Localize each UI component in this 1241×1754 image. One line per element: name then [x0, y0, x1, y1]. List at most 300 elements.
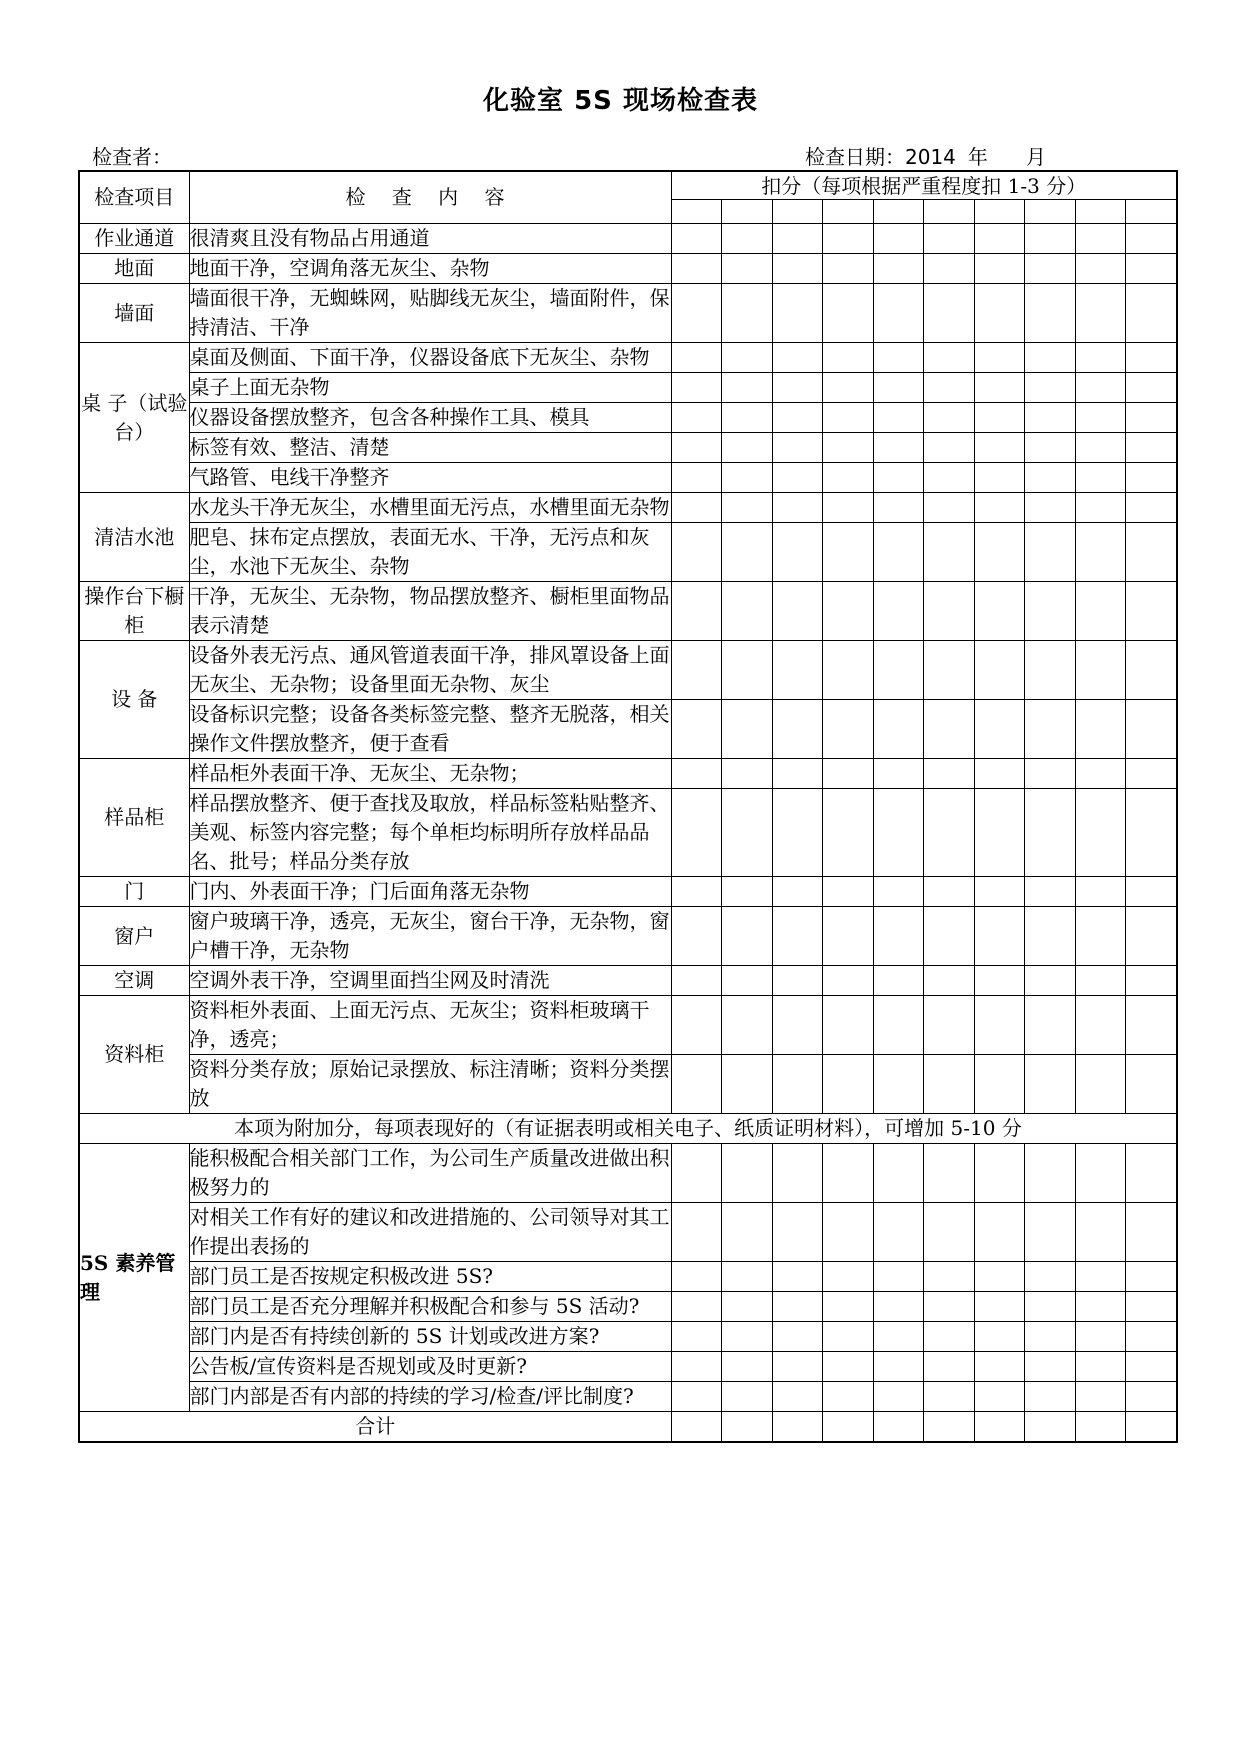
score-cell[interactable] — [873, 254, 923, 284]
score-cell[interactable] — [772, 759, 822, 789]
score-cell[interactable] — [974, 433, 1024, 463]
score-cell[interactable] — [671, 1292, 721, 1322]
score-cell[interactable] — [1125, 463, 1177, 493]
score-cell[interactable] — [1125, 1412, 1177, 1443]
score-cell[interactable] — [974, 200, 1024, 224]
score-cell[interactable] — [873, 582, 923, 641]
score-cell[interactable] — [671, 433, 721, 463]
score-cell[interactable] — [822, 1322, 873, 1352]
score-cell[interactable] — [923, 700, 974, 759]
score-cell[interactable] — [822, 403, 873, 433]
score-cell[interactable] — [923, 1412, 974, 1443]
score-cell[interactable] — [1024, 1203, 1075, 1262]
score-cell[interactable] — [721, 907, 772, 966]
score-cell[interactable] — [873, 403, 923, 433]
score-cell[interactable] — [974, 523, 1024, 582]
score-cell[interactable] — [923, 254, 974, 284]
score-cell[interactable] — [873, 1203, 923, 1262]
score-cell[interactable] — [822, 582, 873, 641]
score-cell[interactable] — [873, 966, 923, 996]
check-item-name: 墙面 — [79, 284, 189, 343]
score-cell[interactable] — [1075, 1322, 1125, 1352]
score-cell[interactable] — [923, 1352, 974, 1382]
score-cell[interactable] — [1075, 463, 1125, 493]
score-cell[interactable] — [923, 463, 974, 493]
score-cell[interactable] — [822, 373, 873, 403]
score-cell[interactable] — [1075, 1055, 1125, 1114]
score-cell[interactable] — [721, 284, 772, 343]
score-cell[interactable] — [671, 1352, 721, 1382]
score-cell[interactable] — [974, 493, 1024, 523]
score-cell[interactable] — [974, 284, 1024, 343]
score-cell[interactable] — [772, 433, 822, 463]
score-cell[interactable] — [974, 373, 1024, 403]
header-content: 检 查 内 容 — [189, 171, 671, 224]
score-cell[interactable] — [923, 789, 974, 877]
score-cell[interactable] — [721, 1203, 772, 1262]
score-cell[interactable] — [1024, 582, 1075, 641]
score-cell[interactable] — [1125, 1352, 1177, 1382]
score-cell[interactable] — [772, 284, 822, 343]
score-cell[interactable] — [721, 1144, 772, 1203]
score-cell[interactable] — [1024, 641, 1075, 700]
score-cell[interactable] — [974, 1055, 1024, 1114]
score-cell[interactable] — [822, 433, 873, 463]
score-cell[interactable] — [772, 343, 822, 373]
score-cell[interactable] — [671, 523, 721, 582]
score-cell[interactable] — [772, 966, 822, 996]
table-row — [79, 582, 1177, 641]
score-cell[interactable] — [772, 224, 822, 254]
check-content: 桌面及侧面、下面干净，仪器设备底下无灰尘、杂物 — [189, 343, 671, 373]
score-cell[interactable] — [974, 254, 1024, 284]
score-cell[interactable] — [671, 1144, 721, 1203]
score-cell[interactable] — [822, 641, 873, 700]
score-cell[interactable] — [772, 1322, 822, 1352]
score-cell[interactable] — [1075, 789, 1125, 877]
score-cell[interactable] — [772, 700, 822, 759]
score-cell[interactable] — [1024, 523, 1075, 582]
score-cell[interactable] — [1125, 433, 1177, 463]
score-cell[interactable] — [1125, 1144, 1177, 1203]
score-cell[interactable] — [671, 284, 721, 343]
score-cell[interactable] — [772, 1292, 822, 1322]
score-cell[interactable] — [1075, 1144, 1125, 1203]
score-cell[interactable] — [1125, 1382, 1177, 1412]
score-cell[interactable] — [671, 641, 721, 700]
score-cell[interactable] — [1125, 284, 1177, 343]
score-cell[interactable] — [1075, 877, 1125, 907]
score-cell[interactable] — [822, 1055, 873, 1114]
score-cell[interactable] — [923, 343, 974, 373]
score-cell[interactable] — [1125, 907, 1177, 966]
score-cell[interactable] — [822, 1352, 873, 1382]
score-cell[interactable] — [822, 1262, 873, 1292]
score-cell[interactable] — [873, 1055, 923, 1114]
score-cell[interactable] — [671, 343, 721, 373]
score-cell[interactable] — [671, 877, 721, 907]
score-cell[interactable] — [1125, 523, 1177, 582]
score-cell[interactable] — [923, 403, 974, 433]
score-cell[interactable] — [1075, 1412, 1125, 1443]
score-cell[interactable] — [1024, 1412, 1075, 1443]
score-cell[interactable] — [873, 1382, 923, 1412]
score-cell[interactable] — [1024, 200, 1075, 224]
score-cell[interactable] — [1125, 1262, 1177, 1292]
score-cell[interactable] — [822, 996, 873, 1055]
score-cell[interactable] — [974, 789, 1024, 877]
score-cell[interactable] — [721, 582, 772, 641]
score-cell[interactable] — [721, 403, 772, 433]
score-cell[interactable] — [1075, 433, 1125, 463]
score-cell[interactable] — [822, 759, 873, 789]
score-cell[interactable] — [1075, 907, 1125, 966]
score-cell[interactable] — [822, 1382, 873, 1412]
score-cell[interactable] — [923, 224, 974, 254]
score-cell[interactable] — [822, 284, 873, 343]
score-cell[interactable] — [1125, 254, 1177, 284]
score-cell[interactable] — [1125, 373, 1177, 403]
score-cell[interactable] — [873, 789, 923, 877]
score-cell[interactable] — [721, 523, 772, 582]
score-cell[interactable] — [671, 1412, 721, 1443]
score-cell[interactable] — [1024, 254, 1075, 284]
score-cell[interactable] — [1075, 700, 1125, 759]
score-cell[interactable] — [772, 523, 822, 582]
score-cell[interactable] — [822, 1144, 873, 1203]
score-cell[interactable] — [671, 224, 721, 254]
score-cell[interactable] — [1024, 907, 1075, 966]
score-cell[interactable] — [974, 1412, 1024, 1443]
score-cell[interactable] — [671, 200, 721, 224]
score-cell[interactable] — [721, 254, 772, 284]
score-cell[interactable] — [974, 463, 1024, 493]
inspection-date — [805, 141, 1046, 170]
score-cell[interactable] — [822, 1412, 873, 1443]
score-cell[interactable] — [923, 200, 974, 224]
score-cell[interactable] — [1125, 877, 1177, 907]
score-cell[interactable] — [974, 907, 1024, 966]
score-cell[interactable] — [721, 463, 772, 493]
score-cell[interactable] — [822, 907, 873, 966]
score-cell[interactable] — [822, 463, 873, 493]
score-cell[interactable] — [873, 284, 923, 343]
score-cell[interactable] — [772, 1352, 822, 1382]
score-cell[interactable] — [873, 433, 923, 463]
score-cell[interactable] — [974, 877, 1024, 907]
score-cell[interactable] — [671, 1262, 721, 1292]
score-cell[interactable] — [1075, 1382, 1125, 1412]
score-cell[interactable] — [1125, 582, 1177, 641]
score-cell[interactable] — [1024, 433, 1075, 463]
score-cell[interactable] — [721, 877, 772, 907]
score-cell[interactable] — [974, 641, 1024, 700]
score-cell[interactable] — [974, 700, 1024, 759]
score-cell[interactable] — [721, 200, 772, 224]
score-cell[interactable] — [1125, 700, 1177, 759]
score-cell[interactable] — [923, 284, 974, 343]
score-cell[interactable] — [1075, 582, 1125, 641]
score-cell[interactable] — [974, 759, 1024, 789]
score-cell[interactable] — [822, 966, 873, 996]
score-cell[interactable] — [1075, 343, 1125, 373]
score-cell[interactable] — [873, 1144, 923, 1203]
score-cell[interactable] — [974, 1352, 1024, 1382]
score-cell[interactable] — [822, 343, 873, 373]
score-cell[interactable] — [1125, 789, 1177, 877]
score-cell[interactable] — [1024, 996, 1075, 1055]
score-cell[interactable] — [1125, 641, 1177, 700]
score-cell[interactable] — [721, 759, 772, 789]
score-cell[interactable] — [1125, 493, 1177, 523]
score-cell[interactable] — [873, 200, 923, 224]
score-cell[interactable] — [1024, 284, 1075, 343]
score-cell[interactable] — [923, 641, 974, 700]
score-cell[interactable] — [772, 463, 822, 493]
score-cell[interactable] — [822, 254, 873, 284]
score-cell[interactable] — [974, 1382, 1024, 1412]
score-cell[interactable] — [1075, 493, 1125, 523]
score-cell[interactable] — [772, 907, 822, 966]
score-cell[interactable] — [772, 641, 822, 700]
score-cell[interactable] — [822, 224, 873, 254]
score-cell[interactable] — [873, 493, 923, 523]
score-cell[interactable] — [1024, 1144, 1075, 1203]
score-cell[interactable] — [1125, 996, 1177, 1055]
score-cell[interactable] — [1075, 373, 1125, 403]
score-cell[interactable] — [1125, 1055, 1177, 1114]
score-cell[interactable] — [822, 877, 873, 907]
score-cell[interactable] — [974, 966, 1024, 996]
score-cell[interactable] — [974, 582, 1024, 641]
score-cell[interactable] — [1024, 877, 1075, 907]
score-cell[interactable] — [923, 966, 974, 996]
score-cell[interactable] — [1075, 1292, 1125, 1322]
score-cell[interactable] — [1024, 403, 1075, 433]
score-cell[interactable] — [1024, 343, 1075, 373]
score-cell[interactable] — [721, 373, 772, 403]
score-cell[interactable] — [1125, 224, 1177, 254]
score-cell[interactable] — [1024, 1292, 1075, 1322]
score-cell[interactable] — [873, 641, 923, 700]
score-cell[interactable] — [772, 1144, 822, 1203]
score-cell[interactable] — [1024, 224, 1075, 254]
score-cell[interactable] — [1075, 1203, 1125, 1262]
score-cell[interactable] — [1024, 966, 1075, 996]
score-cell[interactable] — [1075, 254, 1125, 284]
score-cell[interactable] — [772, 789, 822, 877]
score-cell[interactable] — [721, 996, 772, 1055]
score-cell[interactable] — [923, 1055, 974, 1114]
score-cell[interactable] — [1075, 284, 1125, 343]
score-cell[interactable] — [721, 1352, 772, 1382]
score-cell[interactable] — [772, 1412, 822, 1443]
score-cell[interactable] — [873, 343, 923, 373]
score-cell[interactable] — [1125, 403, 1177, 433]
score-cell[interactable] — [923, 877, 974, 907]
score-cell[interactable] — [671, 403, 721, 433]
score-cell[interactable] — [1075, 641, 1125, 700]
score-cell[interactable] — [772, 1055, 822, 1114]
score-cell[interactable] — [671, 759, 721, 789]
score-cell[interactable] — [1075, 1352, 1125, 1382]
score-cell[interactable] — [721, 700, 772, 759]
score-cell[interactable] — [822, 1203, 873, 1262]
score-cell[interactable] — [923, 759, 974, 789]
score-cell[interactable] — [822, 700, 873, 759]
score-cell[interactable] — [671, 582, 721, 641]
table-row — [79, 1262, 1177, 1292]
check-content: 仪器设备摆放整齐，包含各种操作工具、模具 — [189, 403, 671, 433]
score-cell[interactable] — [772, 1382, 822, 1412]
score-cell[interactable] — [1075, 996, 1125, 1055]
score-cell[interactable] — [1024, 1055, 1075, 1114]
table-row — [79, 907, 1177, 966]
score-cell[interactable] — [671, 463, 721, 493]
score-cell[interactable] — [721, 1382, 772, 1412]
score-cell[interactable] — [1075, 200, 1125, 224]
score-cell[interactable] — [974, 1144, 1024, 1203]
score-cell[interactable] — [873, 373, 923, 403]
score-cell[interactable] — [1024, 463, 1075, 493]
score-cell[interactable] — [923, 1322, 974, 1352]
score-cell[interactable] — [923, 1144, 974, 1203]
score-cell[interactable] — [721, 966, 772, 996]
score-cell[interactable] — [671, 907, 721, 966]
score-cell[interactable] — [1075, 759, 1125, 789]
score-cell[interactable] — [873, 700, 923, 759]
score-cell[interactable] — [721, 789, 772, 877]
score-cell[interactable] — [671, 1322, 721, 1352]
score-cell[interactable] — [1024, 373, 1075, 403]
score-cell[interactable] — [772, 996, 822, 1055]
score-cell[interactable] — [1125, 200, 1177, 224]
score-cell[interactable] — [923, 1203, 974, 1262]
score-cell[interactable] — [822, 523, 873, 582]
score-cell[interactable] — [822, 1292, 873, 1322]
score-cell[interactable] — [974, 224, 1024, 254]
score-cell[interactable] — [974, 996, 1024, 1055]
score-cell[interactable] — [873, 996, 923, 1055]
score-cell[interactable] — [671, 1203, 721, 1262]
score-cell[interactable] — [873, 224, 923, 254]
score-cell[interactable] — [1075, 523, 1125, 582]
score-cell[interactable] — [974, 1322, 1024, 1352]
score-cell[interactable] — [873, 1262, 923, 1292]
score-cell[interactable] — [1125, 966, 1177, 996]
score-cell[interactable] — [671, 996, 721, 1055]
score-cell[interactable] — [873, 907, 923, 966]
score-cell[interactable] — [923, 433, 974, 463]
score-cell[interactable] — [721, 1322, 772, 1352]
score-cell[interactable] — [873, 523, 923, 582]
score-cell[interactable] — [1075, 1262, 1125, 1292]
score-cell[interactable] — [923, 996, 974, 1055]
score-cell[interactable] — [772, 1262, 822, 1292]
score-cell[interactable] — [822, 493, 873, 523]
score-cell[interactable] — [1024, 1322, 1075, 1352]
score-cell[interactable] — [721, 493, 772, 523]
table-row — [79, 224, 1177, 254]
score-cell[interactable] — [873, 1322, 923, 1352]
score-cell[interactable] — [873, 463, 923, 493]
score-cell[interactable] — [1075, 224, 1125, 254]
score-cell[interactable] — [671, 700, 721, 759]
score-cell[interactable] — [1125, 1292, 1177, 1322]
score-cell[interactable] — [873, 1412, 923, 1443]
score-cell[interactable] — [822, 200, 873, 224]
score-cell[interactable] — [721, 343, 772, 373]
score-cell[interactable] — [1024, 789, 1075, 877]
score-cell[interactable] — [1024, 493, 1075, 523]
score-cell[interactable] — [721, 1262, 772, 1292]
score-cell[interactable] — [974, 343, 1024, 373]
score-cell[interactable] — [923, 373, 974, 403]
score-cell[interactable] — [1024, 1352, 1075, 1382]
score-cell[interactable] — [772, 1203, 822, 1262]
score-cell[interactable] — [923, 493, 974, 523]
score-cell[interactable] — [1125, 759, 1177, 789]
score-cell[interactable] — [923, 1262, 974, 1292]
score-cell[interactable] — [671, 493, 721, 523]
score-cell[interactable] — [721, 433, 772, 463]
score-cell[interactable] — [1125, 1322, 1177, 1352]
score-cell[interactable] — [1075, 966, 1125, 996]
score-cell[interactable] — [721, 1412, 772, 1443]
score-cell[interactable] — [772, 582, 822, 641]
score-cell[interactable] — [923, 582, 974, 641]
score-cell[interactable] — [923, 907, 974, 966]
score-cell[interactable] — [1024, 700, 1075, 759]
score-cell[interactable] — [1125, 343, 1177, 373]
score-cell[interactable] — [772, 877, 822, 907]
score-cell[interactable] — [873, 877, 923, 907]
score-cell[interactable] — [772, 493, 822, 523]
score-cell[interactable] — [671, 966, 721, 996]
score-cell[interactable] — [772, 373, 822, 403]
score-cell[interactable] — [822, 789, 873, 877]
score-cell[interactable] — [671, 1055, 721, 1114]
score-cell[interactable] — [974, 1292, 1024, 1322]
score-cell[interactable] — [873, 1352, 923, 1382]
score-cell[interactable] — [671, 254, 721, 284]
score-cell[interactable] — [721, 224, 772, 254]
score-cell[interactable] — [1024, 1382, 1075, 1412]
score-cell[interactable] — [1024, 759, 1075, 789]
score-cell[interactable] — [671, 1382, 721, 1412]
score-cell[interactable] — [974, 1203, 1024, 1262]
score-cell[interactable] — [721, 1055, 772, 1114]
score-cell[interactable] — [772, 254, 822, 284]
score-cell[interactable] — [923, 1292, 974, 1322]
score-cell[interactable] — [923, 1382, 974, 1412]
score-cell[interactable] — [974, 1262, 1024, 1292]
score-cell[interactable] — [873, 759, 923, 789]
score-cell[interactable] — [1024, 1262, 1075, 1292]
score-cell[interactable] — [671, 373, 721, 403]
score-cell[interactable] — [1075, 403, 1125, 433]
score-cell[interactable] — [772, 200, 822, 224]
check-content: 样品柜外表面干净、无灰尘、无杂物； — [189, 759, 671, 789]
score-cell[interactable] — [721, 1292, 772, 1322]
score-cell[interactable] — [873, 1292, 923, 1322]
score-cell[interactable] — [721, 641, 772, 700]
score-cell[interactable] — [974, 403, 1024, 433]
score-cell[interactable] — [923, 523, 974, 582]
score-cell[interactable] — [1125, 1203, 1177, 1262]
score-cell[interactable] — [772, 403, 822, 433]
score-cell[interactable] — [671, 789, 721, 877]
